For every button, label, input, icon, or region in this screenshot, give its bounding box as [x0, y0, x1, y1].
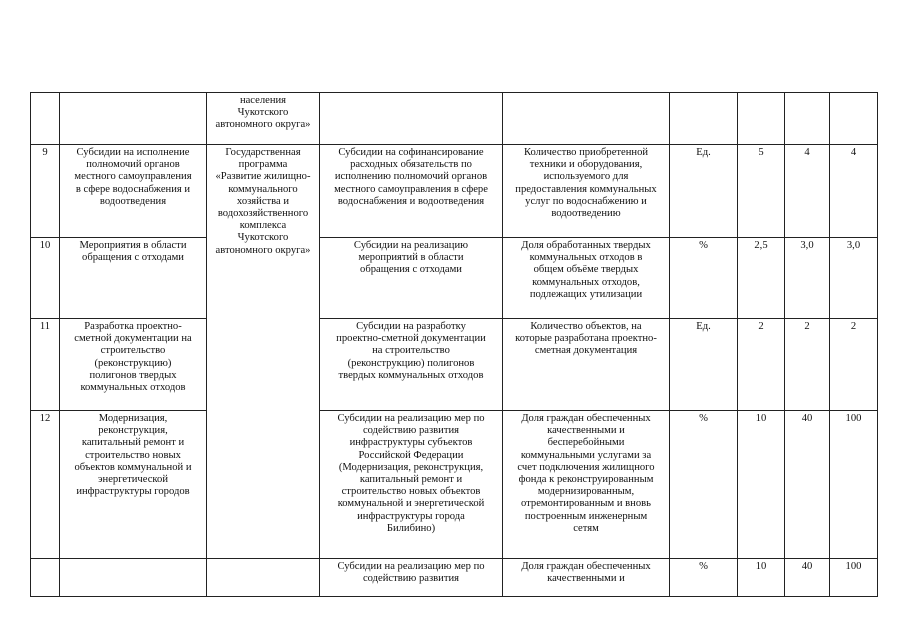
- measure-cell: [60, 559, 207, 597]
- program-cell: [207, 559, 320, 597]
- value-2020-cell: 40: [785, 559, 830, 597]
- value-2021-cell: 4: [830, 145, 878, 238]
- unit-cell: %: [670, 559, 738, 597]
- value-2021-cell: [830, 93, 878, 145]
- unit-cell: %: [670, 411, 738, 559]
- value-2019-cell: [738, 93, 785, 145]
- indicator-cell: Доля граждан обеспеченных качественными и: [503, 559, 670, 597]
- value-2020-cell: 4: [785, 145, 830, 238]
- value-2020-cell: 2: [785, 319, 830, 411]
- program-name-merged-cell: Государственная программа «Развитие жилищно- коммунального хозяйства и водохозяйственного комплекса Чукотского автономного округа»: [207, 145, 320, 559]
- event-cell: Субсидии на софинансирование расходных обязательств по исполнению полномочий органов местного самоуправления в сфере водоснабжения и водоотведения: [320, 145, 503, 238]
- table-row: [31, 411, 878, 559]
- row-number-cell: 10: [31, 238, 60, 319]
- value-2021-cell: 100: [830, 411, 878, 559]
- value-2019-cell: 2,5: [738, 238, 785, 319]
- unit-cell: Ед.: [670, 319, 738, 411]
- value-2019-cell: 10: [738, 411, 785, 559]
- event-cell: Субсидии на реализацию мер по содействию развития: [320, 559, 503, 597]
- measure-cell: Субсидии на исполнение полномочий органов местного самоуправления в сфере водоснабжения и водоотведения: [60, 145, 207, 238]
- measure-cell: Модернизация, реконструкция, капитальный ремонт и строительство новых объектов коммунальной и энергетической инфраструктуры городов: [60, 411, 207, 559]
- event-cell: [320, 93, 503, 145]
- value-2019-cell: 2: [738, 319, 785, 411]
- value-2020-cell: [785, 93, 830, 145]
- value-2021-cell: 3,0: [830, 238, 878, 319]
- table-row: [31, 145, 878, 238]
- row-number-cell: [31, 559, 60, 597]
- indicator-cell: Доля граждан обеспеченных качественными и бесперебойными коммунальными услугами за счет подключения жилищного фонда к реконструированным модернизированным, отремонтированным и вновь построенным инженерным сетям: [503, 411, 670, 559]
- indicator-cell: Количество приобретенной техники и оборудования, используемого для предоставления коммунальных услуг по водоснабжению и водоотведению: [503, 145, 670, 238]
- table-row: [31, 93, 878, 145]
- value-2020-cell: 3,0: [785, 238, 830, 319]
- indicator-cell: [503, 93, 670, 145]
- event-cell: Субсидии на разработку проектно-сметной документации на строительство (реконструкцию) полигонов твердых коммунальных отходов: [320, 319, 503, 411]
- program-indicators-table: [30, 92, 878, 597]
- program-cell: населения Чукотского автономного округа»: [207, 93, 320, 145]
- value-2019-cell: 5: [738, 145, 785, 238]
- value-2021-cell: 100: [830, 559, 878, 597]
- unit-cell: [670, 93, 738, 145]
- row-number-cell: 9: [31, 145, 60, 238]
- indicator-cell: Количество объектов, на которые разработана проектно- сметная документация: [503, 319, 670, 411]
- event-cell: Субсидии на реализацию мероприятий в области обращения с отходами: [320, 238, 503, 319]
- table-row: [31, 559, 878, 597]
- unit-cell: Ед.: [670, 145, 738, 238]
- table-row: [31, 238, 878, 319]
- measure-cell: Мероприятия в области обращения с отходами: [60, 238, 207, 319]
- table-row: [31, 319, 878, 411]
- indicator-cell: Доля обработанных твердых коммунальных отходов в общем объёме твердых коммунальных отходов, подлежащих утилизации: [503, 238, 670, 319]
- event-cell: Субсидии на реализацию мер по содействию развития инфраструктуры субъектов Российской Федерации (Модернизация, реконструкция, капитальный ремонт и строительство новых объектов коммунальной и энергетической инфраструктуры города Билибино): [320, 411, 503, 559]
- value-2020-cell: 40: [785, 411, 830, 559]
- measure-cell: [60, 93, 207, 145]
- measure-cell: Разработка проектно- сметной документации на строительство (реконструкцию) полигонов твердых коммунальных отходов: [60, 319, 207, 411]
- row-number-cell: 11: [31, 319, 60, 411]
- value-2019-cell: 10: [738, 559, 785, 597]
- unit-cell: %: [670, 238, 738, 319]
- row-number-cell: 12: [31, 411, 60, 559]
- row-number-cell: [31, 93, 60, 145]
- value-2021-cell: 2: [830, 319, 878, 411]
